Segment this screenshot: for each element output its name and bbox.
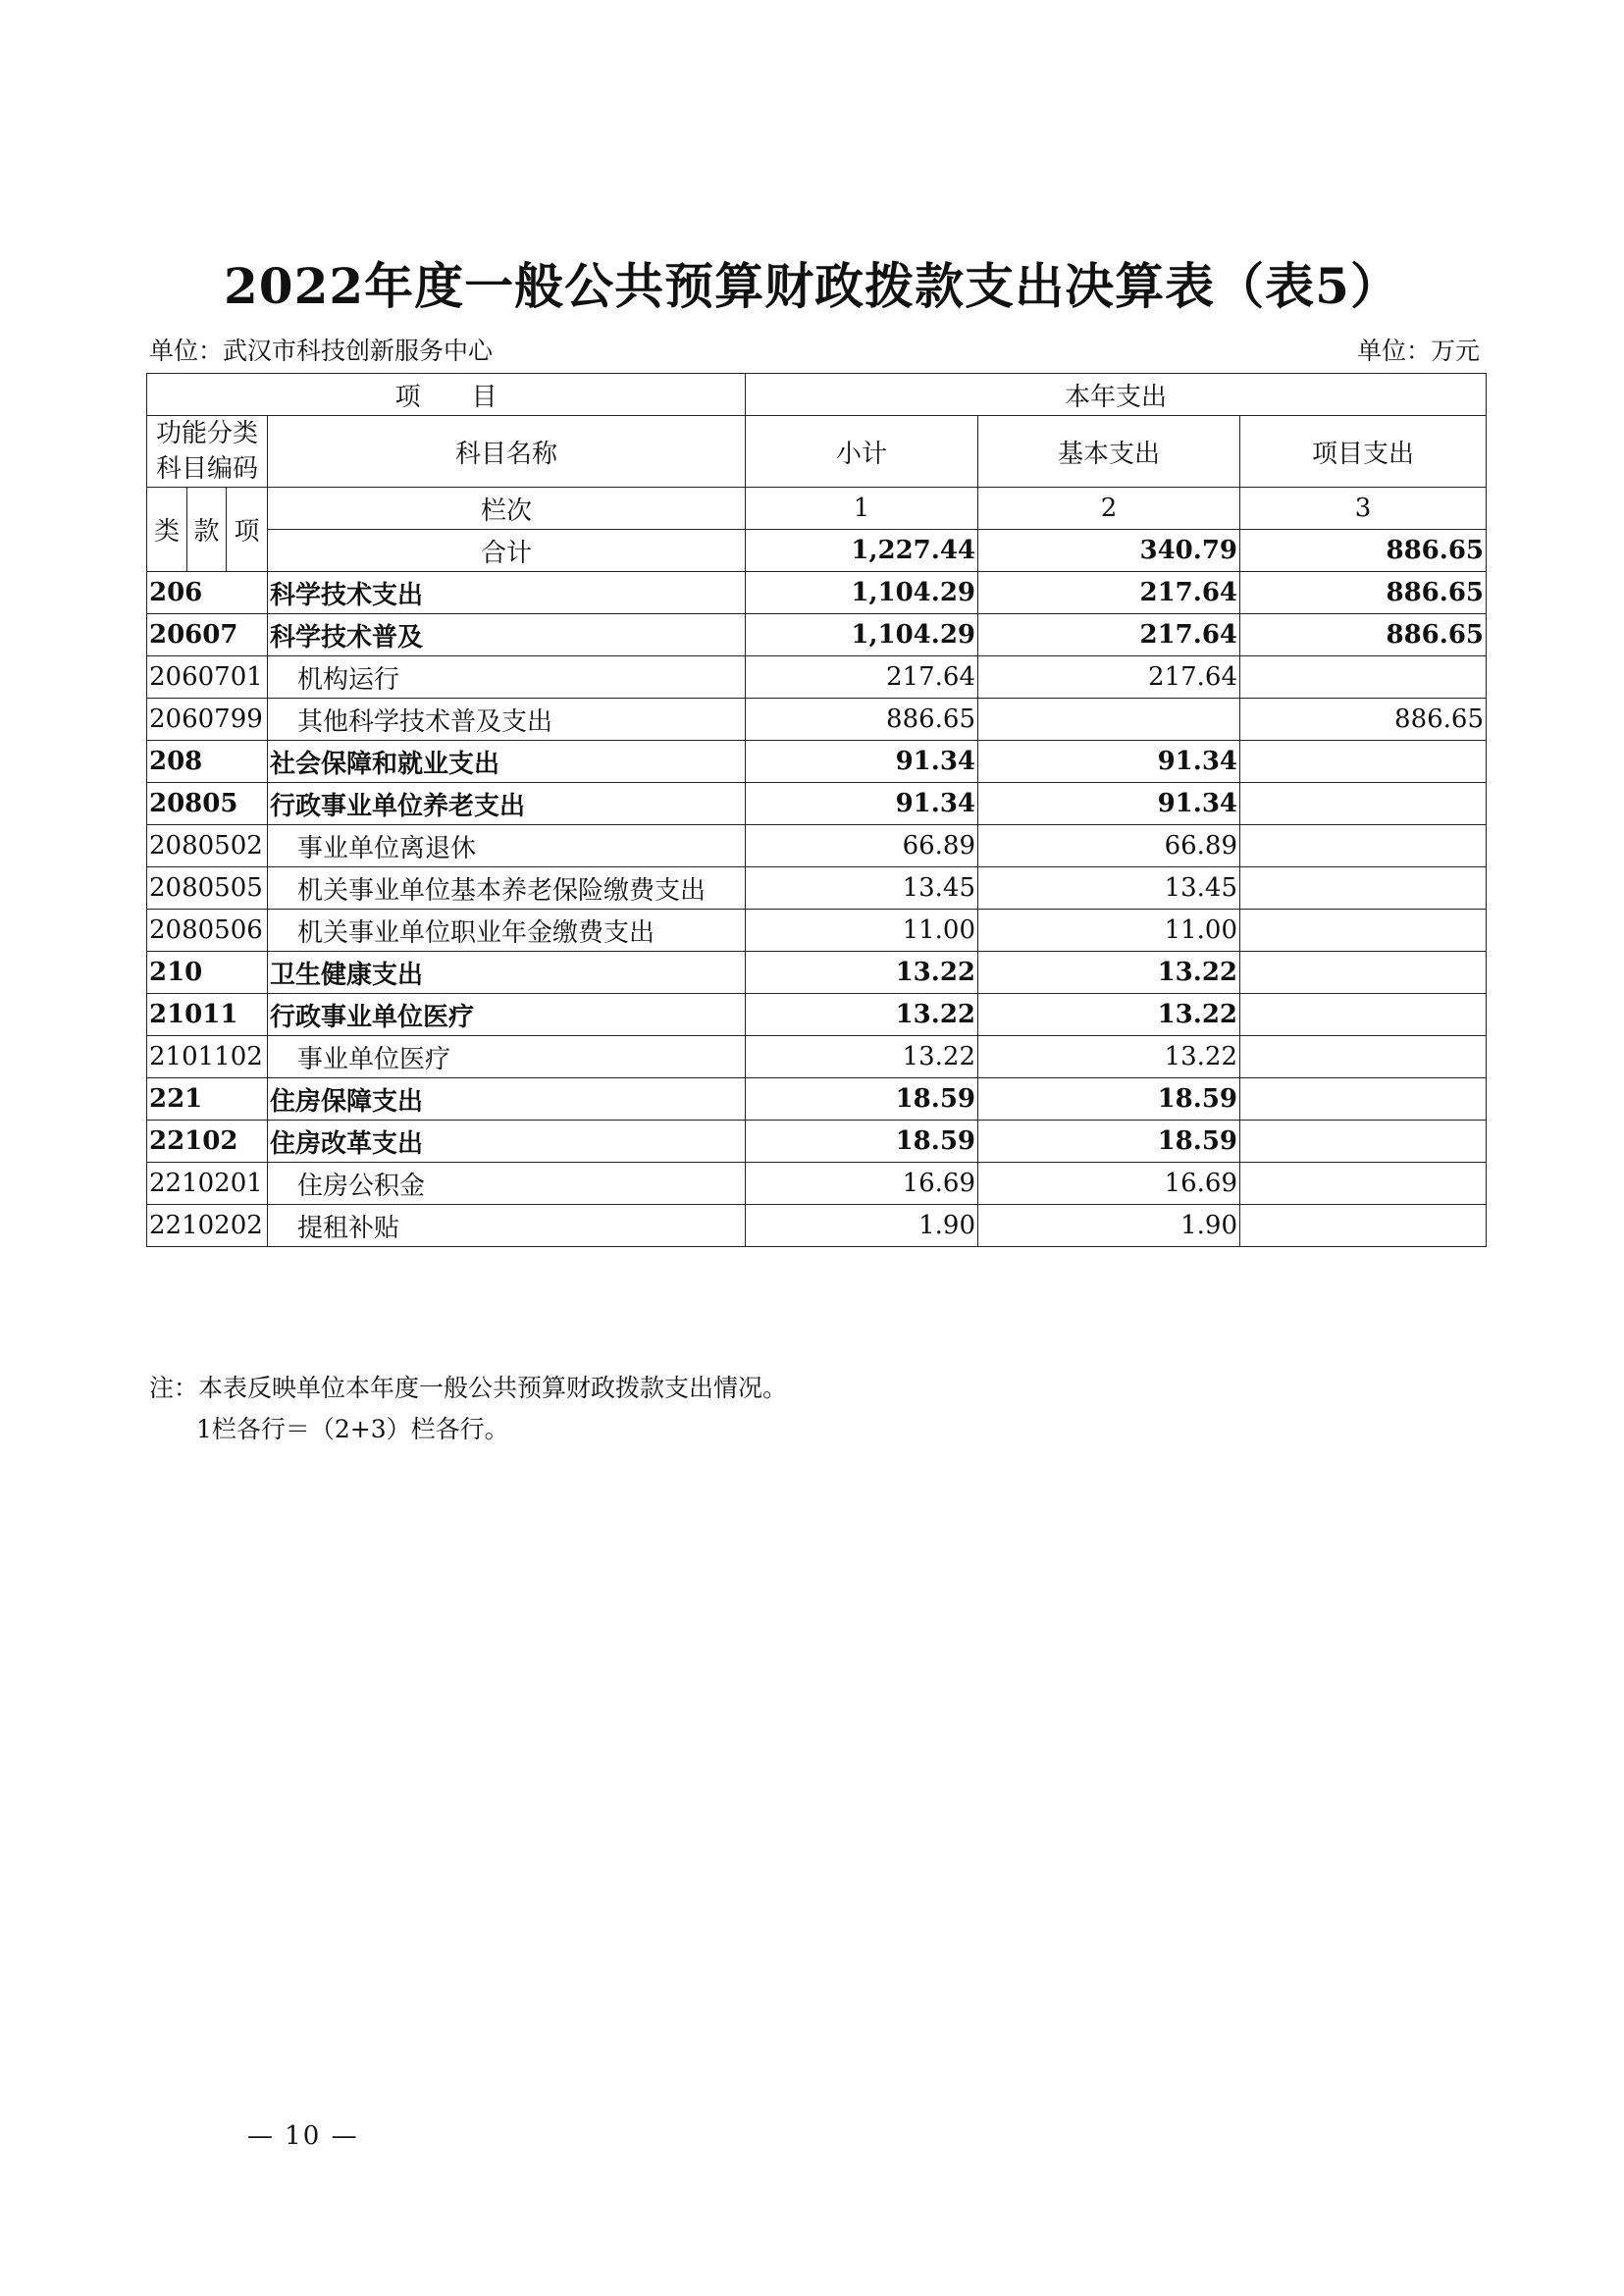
header-col-3: 3 — [1240, 488, 1487, 530]
total-label: 合计 — [268, 530, 746, 572]
row-subtotal: 91.34 — [746, 783, 978, 825]
row-subject-name: 卫生健康支出 — [268, 952, 746, 994]
header-lei: 类 — [147, 488, 187, 572]
row-project — [1240, 910, 1487, 952]
header-kuan: 款 — [187, 488, 227, 572]
row-subject-name: 事业单位离退休 — [268, 825, 746, 867]
table-row — [147, 572, 1487, 614]
header-project-expense: 项目支出 — [1240, 416, 1487, 488]
row-project — [1240, 1078, 1487, 1121]
row-project: 886.65 — [1240, 699, 1487, 741]
row-code: 2080506 — [147, 910, 268, 952]
table-row — [147, 867, 1487, 910]
table-row — [147, 614, 1487, 656]
row-project — [1240, 952, 1487, 994]
row-subtotal: 18.59 — [746, 1078, 978, 1121]
row-basic: 91.34 — [978, 783, 1240, 825]
table-row — [147, 910, 1487, 952]
row-code: 2210201 — [147, 1163, 268, 1205]
row-code: 2080502 — [147, 825, 268, 867]
row-subject-name: 机关事业单位基本养老保险缴费支出 — [268, 867, 746, 910]
row-subtotal: 16.69 — [746, 1163, 978, 1205]
header-current-year: 本年支出 — [746, 374, 1487, 416]
page-number: — 10 — — [247, 2121, 359, 2151]
row-basic: 18.59 — [978, 1121, 1240, 1163]
header-xiang: 项 — [227, 488, 268, 572]
row-basic: 66.89 — [978, 825, 1240, 867]
header-col-1: 1 — [746, 488, 978, 530]
row-project — [1240, 1121, 1487, 1163]
row-subject-name: 住房保障支出 — [268, 1078, 746, 1121]
row-code: 2101102 — [147, 1036, 268, 1078]
note-line-1: 注：本表反映单位本年度一般公共预算财政拨款支出情况。 — [149, 1374, 788, 1402]
row-subtotal: 1,104.29 — [746, 572, 978, 614]
total-subtotal: 1,227.44 — [746, 530, 978, 572]
page-title: 2022年度一般公共预算财政拨款支出决算表（表5） — [224, 257, 1400, 315]
row-basic: 13.22 — [978, 1036, 1240, 1078]
row-subtotal: 1,104.29 — [746, 614, 978, 656]
total-project: 886.65 — [1240, 530, 1487, 572]
row-basic: 217.64 — [978, 614, 1240, 656]
row-subtotal: 13.45 — [746, 867, 978, 910]
table-row — [147, 994, 1487, 1036]
row-subject-name: 其他科学技术普及支出 — [268, 699, 746, 741]
row-basic: 11.00 — [978, 910, 1240, 952]
table-row — [147, 783, 1487, 825]
row-subtotal: 18.59 — [746, 1121, 978, 1163]
row-basic: 18.59 — [978, 1078, 1240, 1121]
header-project: 项 目 — [147, 374, 746, 416]
row-basic — [978, 699, 1240, 741]
row-subject-name: 行政事业单位养老支出 — [268, 783, 746, 825]
header-func-code: 功能分类科目编码 — [147, 416, 268, 488]
row-project — [1240, 1205, 1487, 1247]
table-row — [147, 1121, 1487, 1163]
row-code: 21011 — [147, 994, 268, 1036]
row-code: 206 — [147, 572, 268, 614]
header-row-1 — [147, 374, 1487, 416]
row-code: 20805 — [147, 783, 268, 825]
row-code: 2060799 — [147, 699, 268, 741]
row-subject-name: 事业单位医疗 — [268, 1036, 746, 1078]
row-subject-name: 科学技术支出 — [268, 572, 746, 614]
row-basic: 13.45 — [978, 867, 1240, 910]
unit-organization: 单位：武汉市科技创新服务中心 — [149, 337, 494, 365]
row-subtotal: 886.65 — [746, 699, 978, 741]
row-project — [1240, 1036, 1487, 1078]
row-basic: 1.90 — [978, 1205, 1240, 1247]
row-code: 22102 — [147, 1121, 268, 1163]
row-basic: 13.22 — [978, 994, 1240, 1036]
table-row — [147, 952, 1487, 994]
row-code: 2060701 — [147, 656, 268, 699]
row-code: 221 — [147, 1078, 268, 1121]
row-code: 2080505 — [147, 867, 268, 910]
row-subject-name: 住房公积金 — [268, 1163, 746, 1205]
header-row-2 — [147, 416, 1487, 488]
row-subject-name: 提租补贴 — [268, 1205, 746, 1247]
budget-table — [146, 373, 1487, 1247]
header-column-no: 栏次 — [268, 488, 746, 530]
header-col-2: 2 — [978, 488, 1240, 530]
row-project: 886.65 — [1240, 614, 1487, 656]
row-basic: 91.34 — [978, 741, 1240, 783]
row-subtotal: 91.34 — [746, 741, 978, 783]
row-subtotal: 11.00 — [746, 910, 978, 952]
row-subtotal: 13.22 — [746, 952, 978, 994]
row-subject-name: 行政事业单位医疗 — [268, 994, 746, 1036]
table-row — [147, 1163, 1487, 1205]
row-code: 210 — [147, 952, 268, 994]
row-project — [1240, 825, 1487, 867]
header-subtotal: 小计 — [746, 416, 978, 488]
row-subtotal: 217.64 — [746, 656, 978, 699]
row-project — [1240, 867, 1487, 910]
row-project: 886.65 — [1240, 572, 1487, 614]
row-subtotal: 1.90 — [746, 1205, 978, 1247]
note-line-2: 1栏各行＝（2+3）栏各行。 — [196, 1415, 509, 1443]
row-subtotal: 13.22 — [746, 1036, 978, 1078]
table-row — [147, 825, 1487, 867]
row-subject-name: 机构运行 — [268, 656, 746, 699]
row-subject-name: 社会保障和就业支出 — [268, 741, 746, 783]
table-row — [147, 699, 1487, 741]
table-row — [147, 1078, 1487, 1121]
row-subtotal: 13.22 — [746, 994, 978, 1036]
row-project — [1240, 783, 1487, 825]
table-row — [147, 1036, 1487, 1078]
row-subject-name: 住房改革支出 — [268, 1121, 746, 1163]
row-basic: 217.64 — [978, 572, 1240, 614]
row-basic: 16.69 — [978, 1163, 1240, 1205]
row-code: 2210202 — [147, 1205, 268, 1247]
header-row-3 — [147, 488, 1487, 530]
header-basic: 基本支出 — [978, 416, 1240, 488]
table-row — [147, 656, 1487, 699]
row-basic: 217.64 — [978, 656, 1240, 699]
unit-currency: 单位：万元 — [1356, 337, 1480, 365]
row-subtotal: 66.89 — [746, 825, 978, 867]
table-row — [147, 741, 1487, 783]
row-subject-name: 科学技术普及 — [268, 614, 746, 656]
table-row — [147, 1205, 1487, 1247]
row-project — [1240, 1163, 1487, 1205]
row-project — [1240, 741, 1487, 783]
header-subject-name: 科目名称 — [268, 416, 746, 488]
row-project — [1240, 994, 1487, 1036]
total-basic: 340.79 — [978, 530, 1240, 572]
row-basic: 13.22 — [978, 952, 1240, 994]
row-code: 20607 — [147, 614, 268, 656]
row-code: 208 — [147, 741, 268, 783]
row-project — [1240, 656, 1487, 699]
total-row — [147, 530, 1487, 572]
row-subject-name: 机关事业单位职业年金缴费支出 — [268, 910, 746, 952]
